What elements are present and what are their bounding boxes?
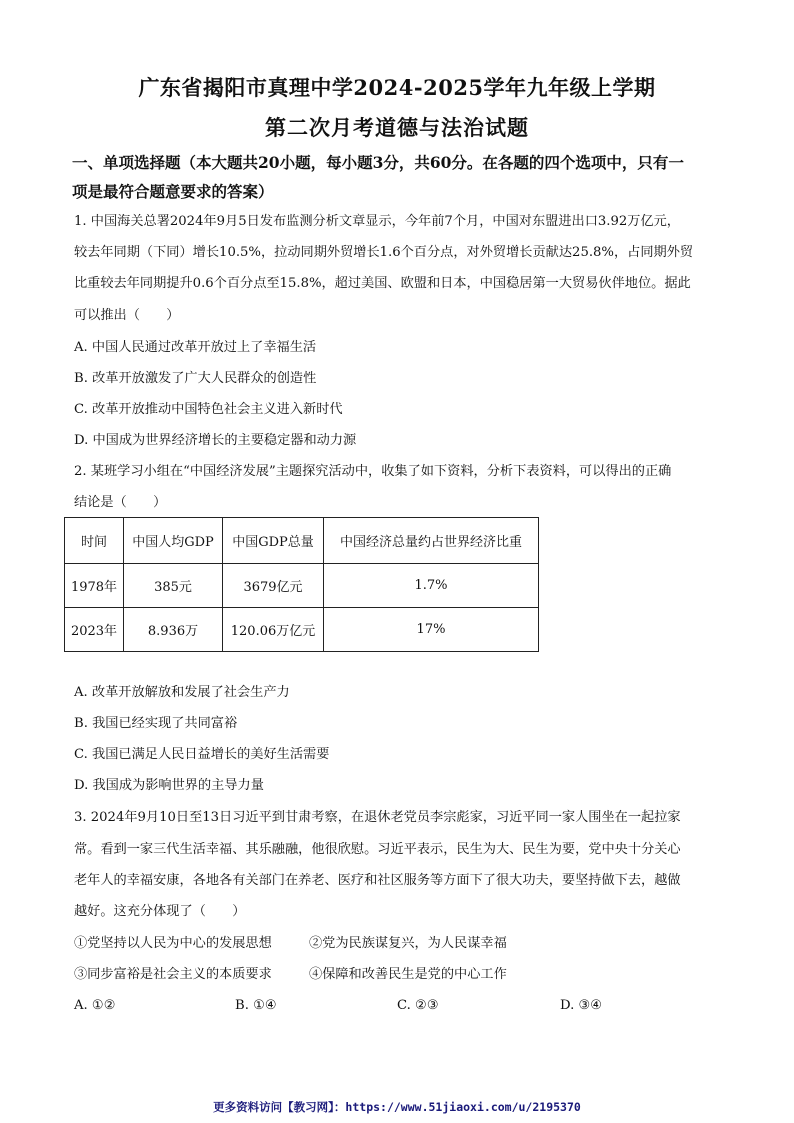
q1-option-c: C. 改革开放推动中国特色社会主义进入新时代	[74, 402, 343, 417]
q3-stem-line: 常。看到一家三代生活幸福、其乐融融，他很欣慰。习近平表示，民生为大、民生为要，党中央十分关心	[74, 842, 681, 857]
table-header-row	[65, 518, 539, 564]
table-cell: 17%	[324, 608, 539, 652]
table-cell: 8.936万	[124, 608, 223, 652]
q1-stem-line: 可以推出（ ）	[74, 308, 180, 323]
q2-option-d: D. 我国成为影响世界的主导力量	[74, 778, 264, 793]
table-cell: 1978年	[65, 564, 124, 608]
table-header-cell: 中国GDP总量	[223, 518, 324, 564]
q2-stem-line: 结论是（ ）	[74, 495, 167, 510]
exam-title-line2: 第二次月考道德与法治试题	[265, 115, 529, 140]
q2-stem-line: 2. 某班学习小组在“中国经济发展”主题探究活动中，收集了如下资料，分析下表资料，可以得出的正确	[74, 464, 672, 479]
q1-option-d: D. 中国成为世界经济增长的主要稳定器和动力源	[74, 433, 357, 448]
q1-stem-line: 1. 中国海关总署2024年9月5日发布监测分析文章显示，今年前7个月，中国对东盟进出口3.92万亿元，	[74, 214, 680, 229]
exam-title-line1: 广东省揭阳市真理中学2024-2025学年九年级上学期	[138, 75, 656, 100]
footer-link[interactable]: 更多资料访问【教习网】：https://www.51jiaoxi.com/u/2195370	[213, 1100, 581, 1114]
table-row	[65, 608, 539, 652]
table-cell: 3679亿元	[223, 564, 324, 608]
table-cell: 2023年	[65, 608, 124, 652]
q2-option-a: A. 改革开放解放和发展了社会生产力	[74, 685, 290, 700]
table-header-cell: 中国人均GDP	[124, 518, 223, 564]
q3-stem-line: 越好。这充分体现了（ ）	[74, 904, 246, 919]
q2-option-b: B. 我国已经实现了共同富裕	[74, 716, 238, 731]
q3-stem-line: 老年人的幸福安康，各地各有关部门在养老、医疗和社区服务等方面下了很大功夫，要坚持做下去，越做	[74, 873, 681, 888]
q1-stem-line: 较去年同期（下同）增长10.5%，拉动同期外贸增长1.6个百分点，对外贸增长贡献达25.8%，占同期外贸	[74, 245, 694, 260]
q3-statement-1: ①党坚持以人民为中心的发展思想	[74, 936, 272, 951]
q2-option-c: C. 我国已满足人民日益增长的美好生活需要	[74, 747, 330, 762]
table-cell: 120.06万亿元	[223, 608, 324, 652]
q1-stem-line: 比重较去年同期提升0.6个百分点至15.8%，超过美国、欧盟和日本，中国稳居第一大贸易伙伴地位。据此	[74, 276, 691, 291]
q1-option-a: A. 中国人民通过改革开放过上了幸福生活	[74, 340, 317, 355]
q1-option-b: B. 改革开放激发了广大人民群众的创造性	[74, 371, 317, 386]
q3-statement-3: ③同步富裕是社会主义的本质要求	[74, 967, 272, 982]
gdp-data-table	[64, 517, 539, 652]
q3-stem-line: 3. 2024年9月10日至13日习近平到甘肃考察，在退休老党员李宗彪家，习近平同一家人围坐在一起拉家	[74, 810, 681, 825]
q3-option-a: A. ①②	[74, 998, 116, 1013]
table-row	[65, 564, 539, 608]
table-header-cell: 时间	[65, 518, 124, 564]
q3-option-d: D. ③④	[560, 998, 603, 1013]
q3-statement-4: ④保障和改善民生是党的中心工作	[309, 967, 507, 982]
table-cell: 385元	[124, 564, 223, 608]
table-header-cell: 中国经济总量约占世界经济比重	[324, 518, 539, 564]
section-heading-line1: 一、单项选择题（本大题共20小题，每小题3分，共60分。在各题的四个选项中，只有一	[72, 153, 684, 172]
section-heading-line2: 项是最符合题意要求的答案）	[72, 182, 274, 201]
section-heading	[72, 148, 722, 206]
q3-option-c: C. ②③	[397, 998, 439, 1013]
table-cell: 1.7%	[324, 564, 539, 608]
q3-option-b: B. ①④	[235, 998, 277, 1013]
q3-statement-2: ②党为民族谋复兴，为人民谋幸福	[309, 936, 507, 951]
